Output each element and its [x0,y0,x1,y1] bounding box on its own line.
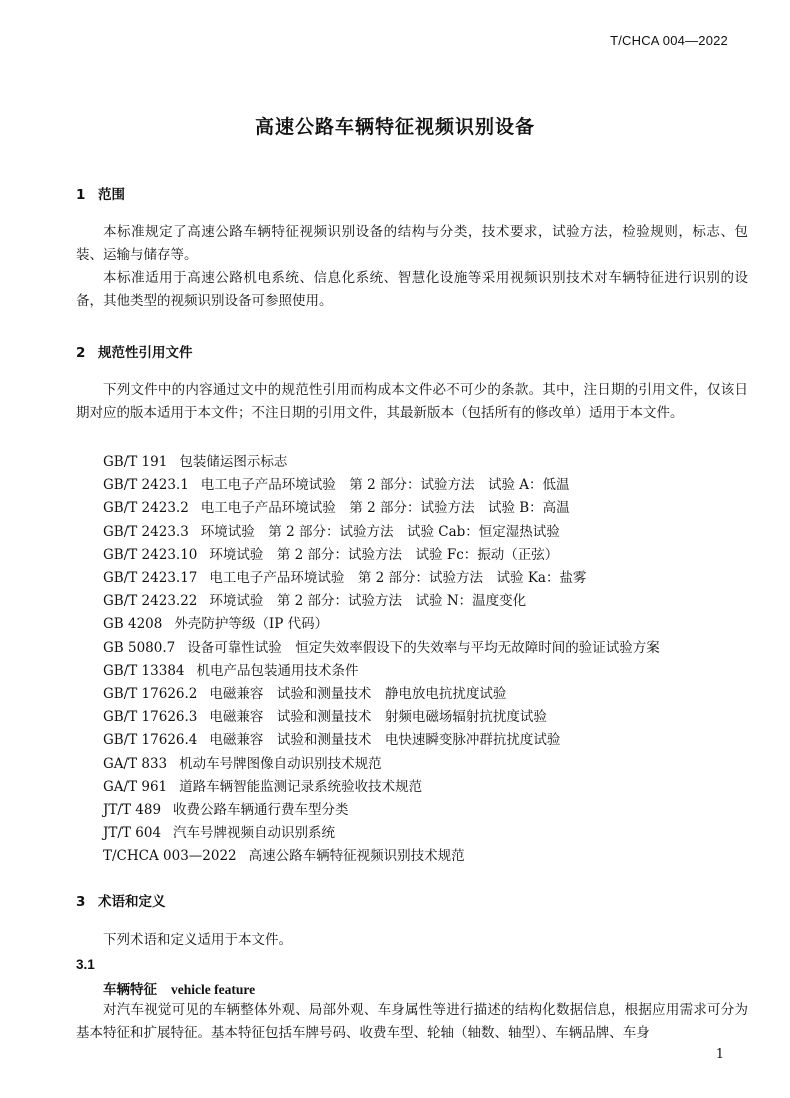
reference-item [103,706,753,729]
section-2-heading [76,341,193,361]
reference-name: 机电产品包装通用技术条件 [196,662,359,679]
reference-code: GB/T 2423.17 [103,570,198,587]
reference-item [103,521,753,544]
term-zh: 车辆特征 [103,982,157,998]
reference-name: 高速公路车辆特征视频识别技术规范 [248,848,465,865]
page-number: 1 [715,1047,724,1062]
section-number: 2 [76,345,86,361]
reference-code: GB/T 2423.22 [103,593,198,610]
reference-code: GB/T 2423.10 [103,546,198,563]
section-title: 规范性引用文件 [98,345,193,361]
paragraph: 本标准规定了高速公路车辆特征视频识别设备的结构与分类，技术要求，试验方法，检验规则，标志、包装、运输与储存等。 [76,224,748,263]
section-title: 术语和定义 [98,894,166,910]
reference-name: 机动车号牌图像自动识别技术规范 [179,755,382,772]
reference-code: GB/T 17626.2 [103,686,198,703]
reference-code: GB 4208 [103,616,163,633]
reference-code: GA/T 961 [103,778,168,795]
reference-item [103,451,753,474]
section-3-heading [76,890,166,910]
reference-item [103,799,753,822]
reference-name: 环境试验 第 2 部分：试验方法 试验 N：温度变化 [209,593,527,610]
reference-item [103,637,753,660]
reference-name: 设备可靠性试验 恒定失效率假设下的失效率与平均无故障时间的验证试验方案 [187,639,660,656]
reference-name: 包装储运图示标志 [179,454,288,470]
reference-name: 电磁兼容 试验和测量技术 电快速瞬变脉冲群抗扰度试验 [209,732,561,749]
reference-code: GB/T 191 [103,454,168,470]
reference-item [103,497,753,520]
reference-name: 电工电子产品环境试验 第 2 部分：试验方法 试验 Ka：盐雾 [209,570,587,587]
section-number: 3 [76,894,86,910]
reference-code: GA/T 833 [103,755,168,772]
section-1-heading [76,183,125,203]
reference-code: GB/T 2423.1 [103,477,189,494]
paragraph: 下列术语和定义适用于本文件。 [103,932,292,948]
paragraph: 下列文件中的内容通过文中的规范性引用而构成本文件必不可少的条款。其中，注日期的引用文件，仅该日期对应的版本适用于本文件；不注日期的引用文件，其最新版本（包括所有的修改单）适用于本文件。 [76,382,748,421]
reference-name: 环境试验 第 2 部分：试验方法 试验 Fc：振动（正弦） [209,546,559,563]
reference-item [103,567,753,590]
reference-name: 电磁兼容 试验和测量技术 静电放电抗扰度试验 [209,686,507,703]
section-title: 范围 [98,187,125,203]
reference-item [103,845,753,868]
reference-item [103,729,753,752]
reference-item [103,590,753,613]
normative-references-list [103,451,753,869]
term-number: 3.1 [76,957,95,972]
reference-item [103,613,753,636]
reference-code: GB 5080.7 [103,639,176,656]
document-title: 高速公路车辆特征视频识别设备 [254,116,535,138]
reference-code: GB/T 17626.3 [103,709,198,726]
section-number: 1 [76,187,86,203]
reference-name: 道路车辆智能监测记录系统验收技术规范 [179,778,423,795]
reference-code: GB/T 2423.3 [103,523,189,540]
reference-code: JT/T 489 [103,802,162,819]
reference-name: 电工电子产品环境试验 第 2 部分：试验方法 试验 B：高温 [200,500,570,517]
reference-code: GB/T 17626.4 [103,732,198,749]
paragraph: 本标准适用于高速公路机电系统、信息化系统、智慧化设施等采用视频识别技术对车辆特征进行识别的设备，其他类型的视频识别设备可参照使用。 [76,270,748,309]
reference-name: 汽车号牌视频自动识别系统 [173,825,336,842]
reference-item [103,544,753,567]
reference-name: 电磁兼容 试验和测量技术 射频电磁场辐射抗扰度试验 [209,709,547,726]
reference-item [103,753,753,776]
term-en: vehicle feature [171,982,256,997]
reference-name: 外壳防护等级（IP 代码） [174,616,329,633]
reference-code: JT/T 604 [103,825,162,842]
term-definition: 对汽车视觉可见的车辆整体外观、局部外观、车身属性等进行描述的结构化数据信息，根据应用需求可分为基本特征和扩展特征。基本特征包括车牌号码、收费车型、轮轴（轴数、轴型）、车辆品牌、车身 [76,1002,748,1041]
reference-item [103,683,753,706]
reference-code: T/CHCA 003—2022 [103,848,237,865]
reference-item [103,474,753,497]
reference-item [103,660,753,683]
reference-item [103,776,753,799]
term-heading [103,978,255,998]
reference-name: 收费公路车辆通行费车型分类 [173,802,349,819]
reference-code: GB/T 13384 [103,662,185,679]
standard-code: T/CHCA 004—2022 [610,33,728,48]
reference-name: 环境试验 第 2 部分：试验方法 试验 Cab：恒定湿热试验 [200,523,560,540]
reference-name: 电工电子产品环境试验 第 2 部分：试验方法 试验 A：低温 [200,477,570,494]
reference-item [103,822,753,845]
reference-code: GB/T 2423.2 [103,500,189,517]
